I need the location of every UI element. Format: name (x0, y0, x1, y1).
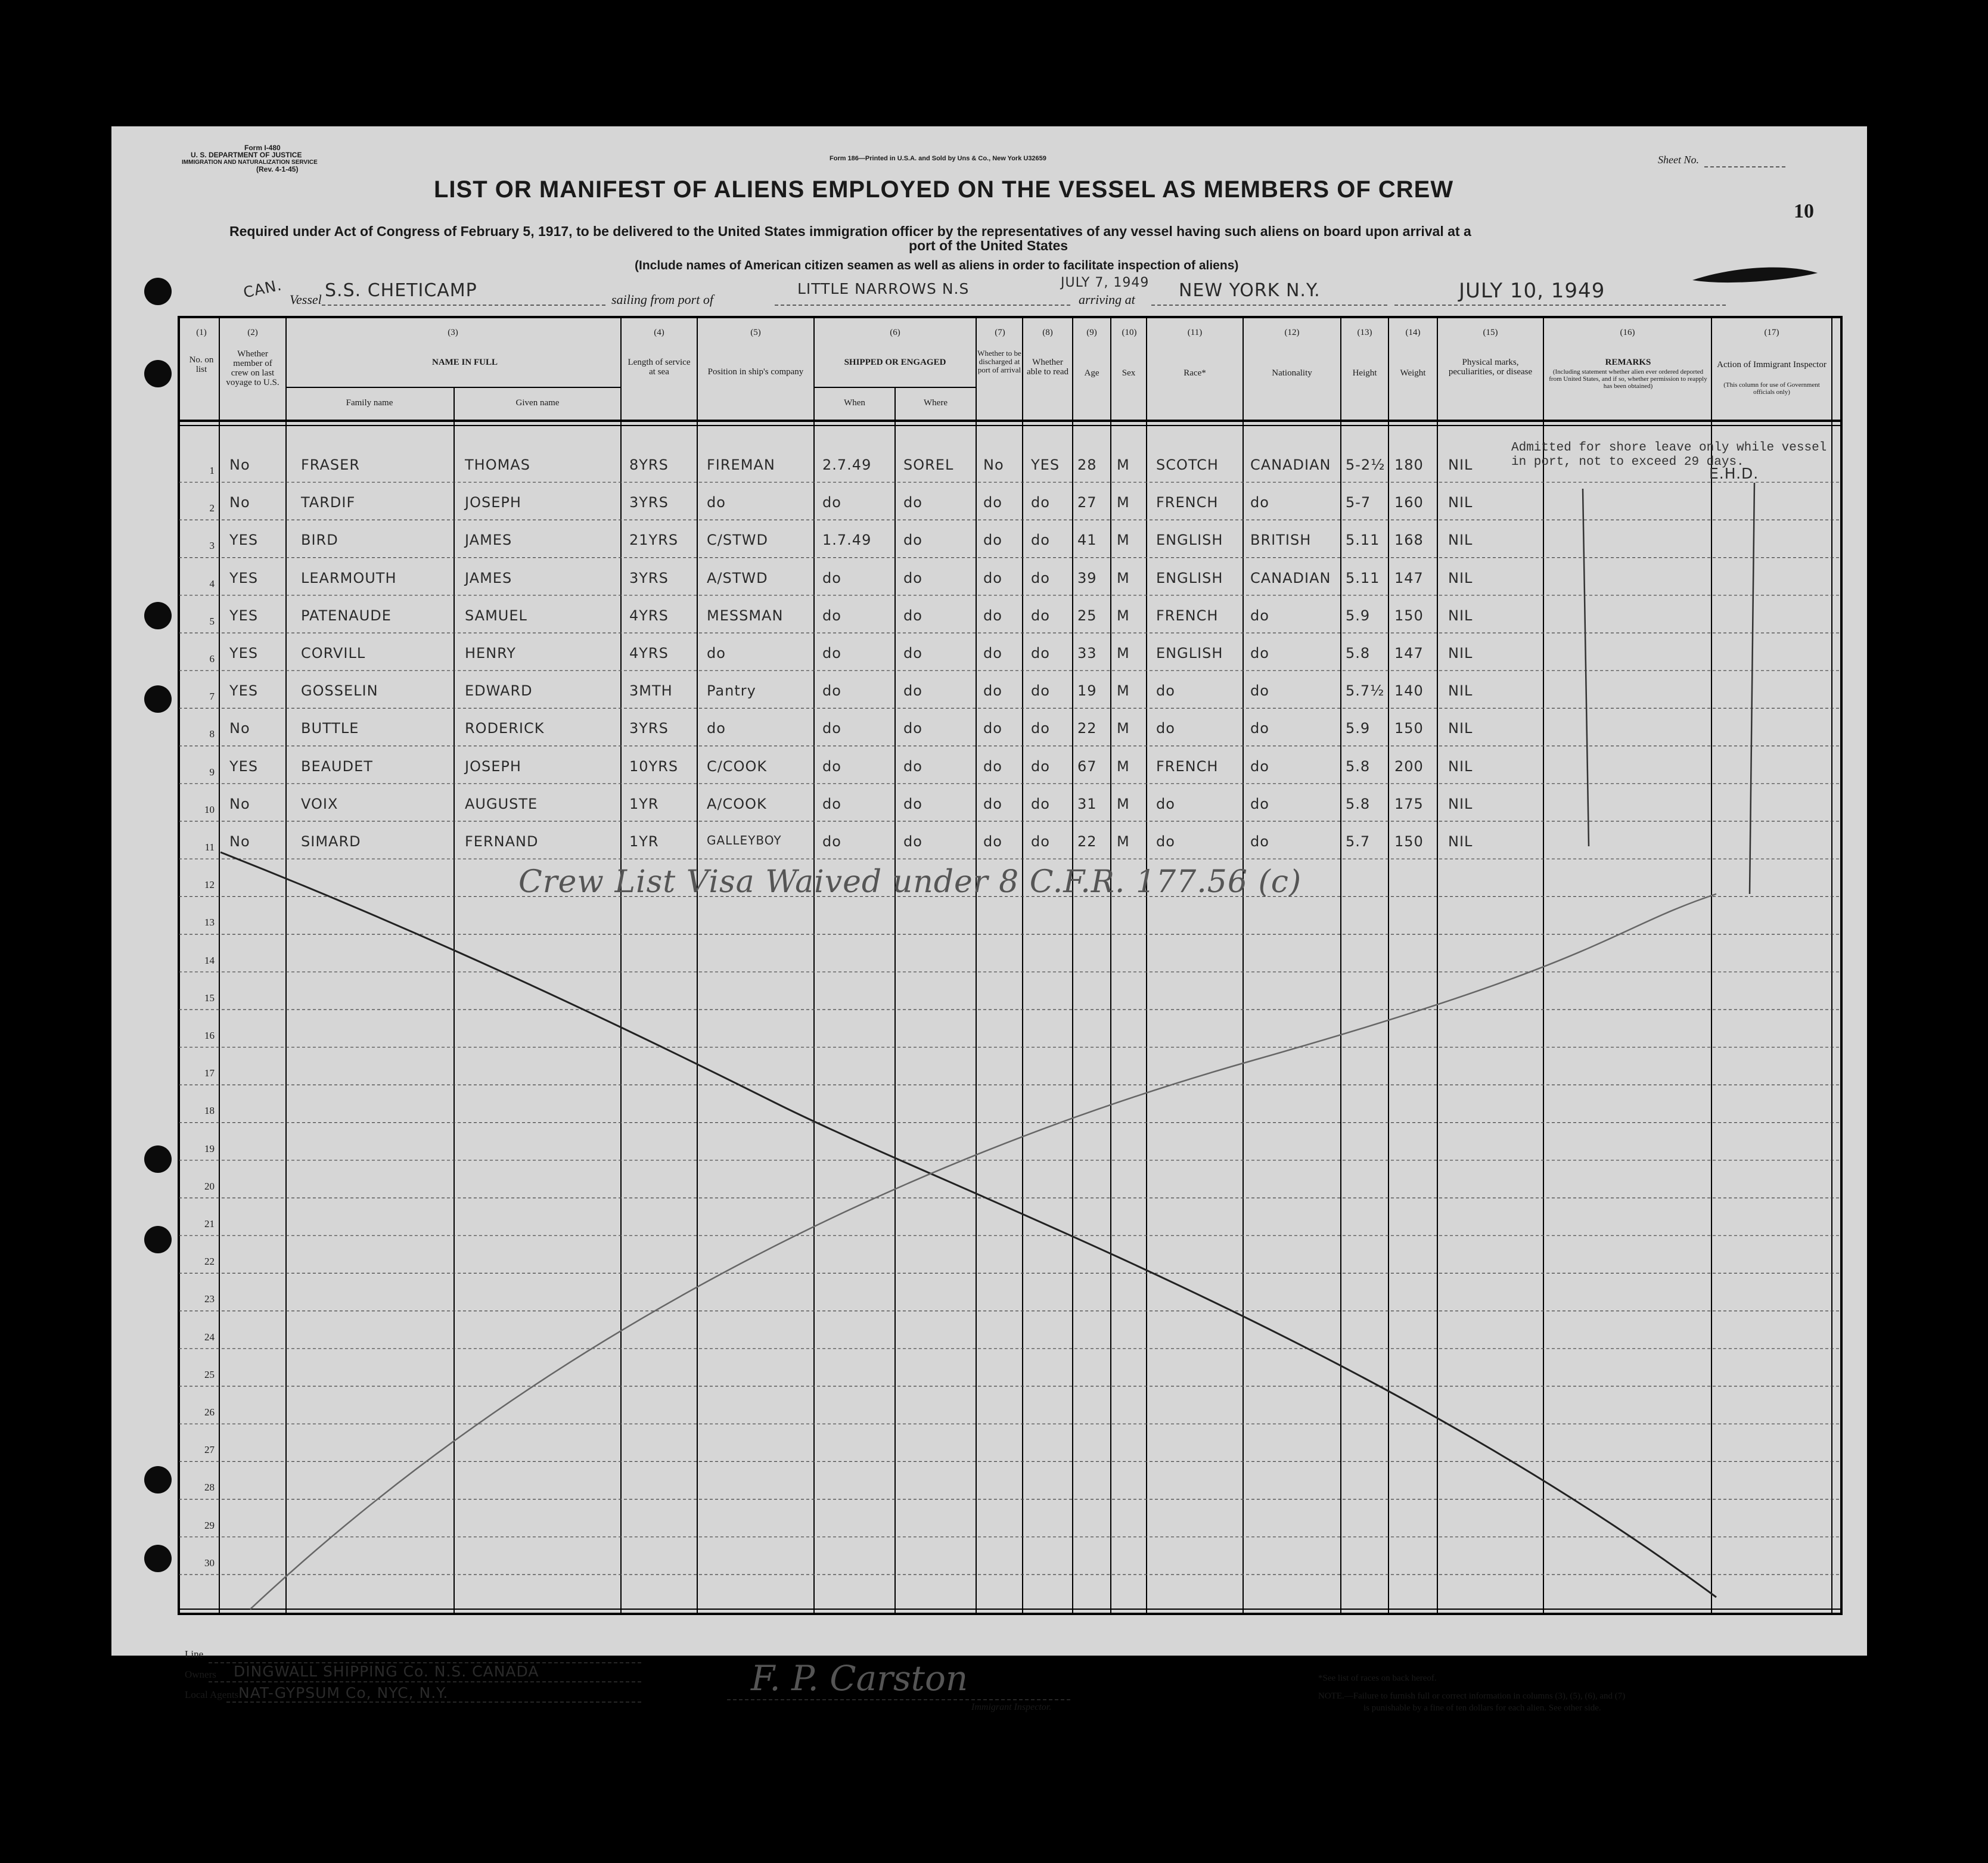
arriving-port: NEW YORK N.Y. (1179, 280, 1321, 301)
cell-position: do (707, 720, 726, 737)
cell-sex: M (1117, 494, 1130, 511)
cell-weight: 150 (1394, 607, 1424, 624)
cell-shipped-when: do (822, 569, 841, 586)
cell-shipped-where: do (903, 720, 922, 737)
cell-given-name: AUGUSTE (465, 795, 538, 812)
cell-sex: M (1117, 833, 1130, 850)
cell-shipped-when: do (822, 833, 841, 850)
cell-age: 22 (1077, 720, 1097, 737)
cell-shipped-when: 2.7.49 (822, 457, 872, 473)
row-number: 15 (204, 992, 215, 1004)
row-number: 13 (204, 917, 215, 929)
cell-physical-marks: NIL (1448, 720, 1473, 737)
cell-physical-marks: NIL (1448, 569, 1473, 586)
cell-position: do (707, 494, 726, 511)
cell-service-length: 1YR (629, 795, 659, 812)
cell-physical-marks: NIL (1448, 645, 1473, 662)
row-number: 23 (204, 1293, 215, 1305)
row-number: 17 (204, 1067, 215, 1079)
cell-family-name: LEARMOUTH (301, 569, 397, 586)
cell-height: 5.8 (1346, 757, 1371, 775)
col-header-remarks-note: (Including statement whether alien ever ordered deported from United States, and if so, whether permission to reapply has been obtained) (1549, 368, 1707, 390)
column-number: (11) (1187, 328, 1203, 337)
column-number: (15) (1483, 328, 1498, 337)
cell-prev-voyage: YES (229, 645, 259, 662)
col-header-family: Family name (346, 398, 393, 408)
cell-prev-voyage: No (229, 457, 250, 473)
row-number: 19 (204, 1142, 215, 1154)
cell-family-name: CORVILL (301, 645, 366, 662)
row-number: 5 (209, 615, 215, 627)
cell-nationality: do (1250, 607, 1269, 624)
cell-position: C/STWD (707, 532, 768, 549)
row-number: 2 (209, 502, 215, 514)
cell-weight: 140 (1394, 682, 1424, 700)
cell-race: FRENCH (1156, 494, 1219, 511)
cell-discharged: do (983, 569, 1002, 586)
vessel-label: Vessel (290, 292, 322, 307)
cell-weight: 168 (1394, 532, 1424, 549)
col-header-height: Height (1352, 368, 1377, 378)
cell-discharged: do (983, 833, 1002, 850)
form-subtitle: Required under Act of Congress of February 5, 1917, to be delivered to the United States immigration officer by the representatives of any vessel having such aliens on board upon arrival at a (229, 223, 1471, 239)
col-header-action: Action of Immigrant Inspector (1717, 360, 1827, 370)
cell-race: do (1156, 833, 1175, 850)
cell-sex: M (1117, 795, 1130, 812)
col-header-weight: Weight (1400, 368, 1426, 378)
col-header-no: No. on list (189, 355, 214, 374)
cell-sex: M (1117, 532, 1130, 549)
cell-weight: 150 (1394, 833, 1424, 850)
cell-position: do (707, 645, 726, 662)
col-header-sex: Sex (1122, 368, 1136, 378)
cell-family-name: VOIX (301, 795, 338, 812)
row-number: 21 (204, 1218, 215, 1229)
remarks-typed: Admitted for shore leave only while vessel in port, not to exceed 29 days. (1511, 441, 1827, 469)
cell-discharged: do (983, 682, 1002, 700)
cell-given-name: SAMUEL (465, 607, 527, 624)
cell-nationality: do (1250, 795, 1269, 812)
cell-shipped-where: do (903, 645, 922, 662)
cell-weight: 147 (1394, 645, 1424, 662)
races-note: *See list of races on back hereof. (1318, 1673, 1437, 1683)
row-number: 30 (204, 1557, 215, 1569)
cell-shipped-when: do (822, 720, 841, 737)
cell-family-name: BUTTLE (301, 720, 359, 737)
cell-age: 41 (1077, 532, 1097, 549)
cancel-x-stroke (250, 894, 1716, 1609)
cell-nationality: do (1250, 494, 1269, 511)
col-header-discharged: Whether to be discharged at port of arrival (977, 349, 1021, 374)
sheet-label: Sheet No. (1658, 154, 1699, 166)
cell-shipped-where: do (903, 532, 922, 549)
row-number: 10 (204, 803, 215, 815)
cell-service-length: 1YR (629, 833, 659, 850)
cell-shipped-where: do (903, 607, 922, 624)
cell-given-name: THOMAS (465, 457, 530, 473)
cell-weight: 160 (1394, 494, 1424, 511)
cell-race: FRENCH (1156, 607, 1219, 624)
inspector-signature: F. P. Carston (751, 1658, 968, 1699)
col-header-when: When (844, 398, 865, 408)
cell-service-length: 3MTH (629, 682, 673, 700)
cell-age: 28 (1077, 457, 1097, 473)
cell-height: 5.7½ (1346, 682, 1385, 700)
cell-physical-marks: NIL (1448, 682, 1473, 700)
cell-height: 5.11 (1346, 532, 1380, 549)
column-number: (3) (448, 328, 458, 337)
cell-shipped-where: do (903, 569, 922, 586)
row-number: 25 (204, 1368, 215, 1380)
cell-given-name: JAMES (465, 532, 512, 549)
cell-race: ENGLISH (1156, 645, 1223, 662)
cell-family-name: FRASER (301, 457, 360, 473)
cell-weight: 150 (1394, 720, 1424, 737)
cell-race: do (1156, 682, 1175, 700)
cell-physical-marks: NIL (1448, 457, 1473, 473)
column-number: (17) (1764, 328, 1779, 337)
line-label: Line (185, 1648, 204, 1660)
cell-discharged: do (983, 607, 1002, 624)
cell-weight: 175 (1394, 795, 1424, 812)
column-number: (6) (890, 328, 900, 337)
cell-discharged: do (983, 795, 1002, 812)
cell-service-length: 21YRS (629, 532, 679, 549)
cell-family-name: BEAUDET (301, 757, 373, 775)
cell-sex: M (1117, 720, 1130, 737)
cell-shipped-when: do (822, 607, 841, 624)
form-revision: (Rev. 4-1-45) (256, 165, 299, 173)
cell-discharged: do (983, 720, 1002, 737)
cell-prev-voyage: No (229, 720, 250, 737)
col-header-action-note: (This column for use of Government officials only) (1723, 381, 1820, 396)
cell-nationality: do (1250, 833, 1269, 850)
penalty-note-2: is punishable by a fine of ten dollars for each alien. See other side. (1363, 1703, 1601, 1713)
cell-position: Pantry (707, 682, 756, 700)
row-number: 3 (209, 540, 215, 552)
cell-service-length: 3YRS (629, 494, 669, 511)
cell-shipped-when: do (822, 795, 841, 812)
owners-label: Owners (185, 1669, 216, 1680)
page-number: 10 (1794, 200, 1814, 222)
cell-given-name: JAMES (465, 569, 512, 586)
cell-given-name: RODERICK (465, 720, 545, 737)
col-header-name: NAME IN FULL (431, 358, 498, 367)
cell-nationality: do (1250, 757, 1269, 775)
column-number: (2) (247, 328, 258, 337)
cell-prev-voyage: YES (229, 532, 259, 549)
cell-family-name: SIMARD (301, 833, 361, 850)
owners-value: DINGWALL SHIPPING Co. N.S. CANADA (234, 1663, 539, 1680)
cell-service-length: 8YRS (629, 457, 669, 473)
row-number: 27 (204, 1444, 215, 1456)
cell-shipped-where: SOREL (903, 457, 954, 473)
cell-shipped-when: do (822, 645, 841, 662)
cell-nationality: BRITISH (1250, 532, 1312, 549)
cell-sex: M (1117, 569, 1130, 586)
row-number: 1 (209, 465, 215, 476)
row-number: 6 (209, 653, 215, 665)
cell-race: do (1156, 720, 1175, 737)
form-subtitle-2: port of the United States (909, 238, 1068, 253)
cell-position: A/STWD (707, 569, 768, 586)
cell-service-length: 4YRS (629, 645, 669, 662)
inspector-label: Immigrant Inspector. (971, 1702, 1052, 1712)
cell-physical-marks: NIL (1448, 494, 1473, 511)
row-number: 24 (204, 1331, 215, 1343)
column-number: (7) (995, 328, 1005, 337)
cell-family-name: TARDIF (301, 494, 356, 511)
cell-family-name: GOSSELIN (301, 682, 378, 700)
cell-position: MESSMAN (707, 607, 784, 624)
col-header-shipped: SHIPPED OR ENGAGED (844, 358, 946, 367)
cell-physical-marks: NIL (1448, 795, 1473, 812)
cell-position: A/COOK (707, 795, 767, 812)
cell-given-name: HENRY (465, 645, 516, 662)
column-number: (4) (654, 328, 664, 337)
cell-race: SCOTCH (1156, 457, 1219, 473)
cell-prev-voyage: No (229, 494, 250, 511)
cell-race: ENGLISH (1156, 569, 1223, 586)
column-number: (12) (1284, 328, 1300, 337)
cell-physical-marks: NIL (1448, 833, 1473, 850)
cell-able-to-read: do (1031, 720, 1050, 737)
printer-line: Form 186—Printed in U.S.A. and Sold by Uns & Co., New York U32659 (830, 155, 1046, 162)
cell-race: do (1156, 795, 1175, 812)
cell-age: 67 (1077, 757, 1097, 775)
column-number: (1) (196, 328, 207, 337)
cell-service-length: 3YRS (629, 569, 669, 586)
cell-height: 5.9 (1346, 720, 1371, 737)
cell-sex: M (1117, 457, 1130, 473)
cell-shipped-where: do (903, 682, 922, 700)
col-header-remarks: REMARKS (1605, 358, 1651, 367)
agents-label: Local Agents (185, 1689, 239, 1700)
cell-physical-marks: NIL (1448, 757, 1473, 775)
cell-prev-voyage: No (229, 795, 250, 812)
col-header-position: Position in ship's company (707, 367, 804, 377)
col-header-where: Where (924, 398, 948, 408)
cell-nationality: CANADIAN (1250, 569, 1331, 586)
column-number: (8) (1042, 328, 1053, 337)
cell-discharged: No (983, 457, 1004, 473)
row-number: 16 (204, 1030, 215, 1041)
cell-age: 39 (1077, 569, 1097, 586)
cell-nationality: do (1250, 645, 1269, 662)
sailing-date: JULY 7, 1949 (1061, 275, 1150, 290)
service-name: IMMIGRATION AND NATURALIZATION SERVICE (182, 159, 318, 166)
cell-service-length: 3YRS (629, 720, 669, 737)
cell-shipped-when: 1.7.49 (822, 532, 872, 549)
cell-able-to-read: do (1031, 795, 1050, 812)
col-header-age: Age (1084, 368, 1099, 378)
arrival-date: JULY 10, 1949 (1459, 279, 1605, 303)
column-number: (10) (1122, 328, 1137, 337)
cell-height: 5.8 (1346, 645, 1371, 662)
cell-height: 5.8 (1346, 795, 1371, 812)
form-number: Form I-480 (244, 144, 281, 152)
cell-shipped-when: do (822, 757, 841, 775)
cell-prev-voyage: YES (229, 682, 259, 700)
cell-able-to-read: do (1031, 682, 1050, 700)
cell-discharged: do (983, 494, 1002, 511)
cell-weight: 180 (1394, 457, 1424, 473)
cell-nationality: do (1250, 682, 1269, 700)
inspector-initials: E.H.D. (1709, 465, 1759, 482)
cell-weight: 147 (1394, 569, 1424, 586)
cell-sex: M (1117, 757, 1130, 775)
cell-race: ENGLISH (1156, 532, 1223, 549)
column-number: (16) (1620, 328, 1635, 337)
cell-age: 33 (1077, 645, 1097, 662)
cell-able-to-read: do (1031, 569, 1050, 586)
cell-family-name: PATENAUDE (301, 607, 392, 624)
col-header-nationality: Nationality (1272, 368, 1312, 378)
sailing-port: LITTLE NARROWS N.S (797, 280, 970, 297)
cell-able-to-read: do (1031, 494, 1050, 511)
cell-position: FIREMAN (707, 457, 775, 473)
cell-position: GALLEYBOY (707, 833, 782, 847)
cell-able-to-read: do (1031, 757, 1050, 775)
row-number: 18 (204, 1105, 215, 1117)
cell-family-name: BIRD (301, 532, 338, 549)
cell-sex: M (1117, 607, 1130, 624)
col-header-read: Whether able to read (1027, 358, 1068, 377)
cell-discharged: do (983, 532, 1002, 549)
cell-physical-marks: NIL (1448, 532, 1473, 549)
cell-height: 5-7 (1346, 494, 1371, 511)
cancel-x-stroke (220, 852, 1716, 1597)
visa-waived-note: Crew List Visa Waived under 8 C.F.R. 177.56 (c) (518, 864, 1302, 900)
vessel-name: S.S. CHETICAMP (325, 280, 477, 301)
cell-age: 27 (1077, 494, 1097, 511)
column-number: (9) (1086, 328, 1097, 337)
col-header-given: Given name (515, 398, 560, 408)
penalty-note: NOTE.—Failure to furnish full or correct information in columns (3), (5), (6), and (7) (1318, 1691, 1626, 1701)
cell-height: 5.7 (1346, 833, 1371, 850)
cell-height: 5.9 (1346, 607, 1371, 624)
form-title: LIST OR MANIFEST OF ALIENS EMPLOYED ON THE VESSEL AS MEMBERS OF CREW (434, 176, 1454, 203)
cell-age: 22 (1077, 833, 1097, 850)
arriving-label: arriving at (1079, 292, 1135, 307)
cell-service-length: 10YRS (629, 757, 679, 775)
row-number: 7 (209, 691, 215, 703)
cell-prev-voyage: No (229, 833, 250, 850)
cell-sex: M (1117, 645, 1130, 662)
department: U. S. DEPARTMENT OF JUSTICE (191, 151, 302, 159)
cell-able-to-read: do (1031, 833, 1050, 850)
row-number: 11 (204, 842, 215, 853)
cell-given-name: FERNAND (465, 833, 539, 850)
cell-position: C/COOK (707, 757, 768, 775)
cell-discharged: do (983, 645, 1002, 662)
col-header-service: Length of service at sea (628, 358, 691, 377)
sailing-label: sailing from port of (611, 292, 713, 307)
cell-age: 19 (1077, 682, 1097, 700)
row-number: 14 (204, 954, 215, 966)
row-number: 4 (209, 577, 215, 589)
cell-shipped-where: do (903, 833, 922, 850)
cell-nationality: CANADIAN (1250, 457, 1331, 473)
cell-discharged: do (983, 757, 1002, 775)
cell-shipped-when: do (822, 682, 841, 700)
col-header-race: Race* (1184, 368, 1206, 378)
cell-service-length: 4YRS (629, 607, 669, 624)
cell-shipped-where: do (903, 757, 922, 775)
cell-weight: 200 (1394, 757, 1424, 775)
cell-physical-marks: NIL (1448, 607, 1473, 624)
row-number: 20 (204, 1180, 215, 1192)
row-number: 26 (204, 1406, 215, 1418)
cell-able-to-read: do (1031, 532, 1050, 549)
cell-given-name: JOSEPH (465, 494, 521, 511)
cell-sex: M (1117, 682, 1130, 700)
cell-height: 5-2½ (1346, 457, 1386, 473)
cell-race: FRENCH (1156, 757, 1219, 775)
row-number: 8 (209, 728, 215, 740)
cell-nationality: do (1250, 720, 1269, 737)
column-number: (13) (1357, 328, 1372, 337)
form-subtitle-3: (Include names of American citizen seamen as well as aliens in order to facilitate inspection of aliens) (635, 259, 1239, 272)
row-number: 12 (204, 879, 215, 891)
cell-shipped-where: do (903, 494, 922, 511)
cell-age: 25 (1077, 607, 1097, 624)
column-number: (14) (1405, 328, 1421, 337)
agents-value: NAT-GYPSUM Co, NYC, N.Y. (238, 1684, 449, 1701)
col-header-marks: Physical marks, peculiarities, or disease (1448, 358, 1533, 377)
cell-prev-voyage: YES (229, 757, 259, 775)
cell-given-name: EDWARD (465, 682, 533, 700)
can-mark: CAN. (241, 276, 284, 302)
row-number: 29 (204, 1519, 215, 1531)
cell-able-to-read: do (1031, 645, 1050, 662)
cell-shipped-when: do (822, 494, 841, 511)
cell-shipped-where: do (903, 795, 922, 812)
row-number: 22 (204, 1256, 215, 1268)
row-number: 28 (204, 1482, 215, 1493)
cell-able-to-read: YES (1031, 457, 1060, 473)
cell-prev-voyage: YES (229, 569, 259, 586)
cell-able-to-read: do (1031, 607, 1050, 624)
col-header-prev-voyage: Whether member of crew on last voyage to U.S. (226, 349, 279, 387)
cell-height: 5.11 (1346, 569, 1380, 586)
cell-age: 31 (1077, 795, 1097, 812)
cell-prev-voyage: YES (229, 607, 259, 624)
cell-given-name: JOSEPH (465, 757, 521, 775)
column-number: (5) (750, 328, 761, 337)
row-number: 9 (209, 766, 215, 778)
